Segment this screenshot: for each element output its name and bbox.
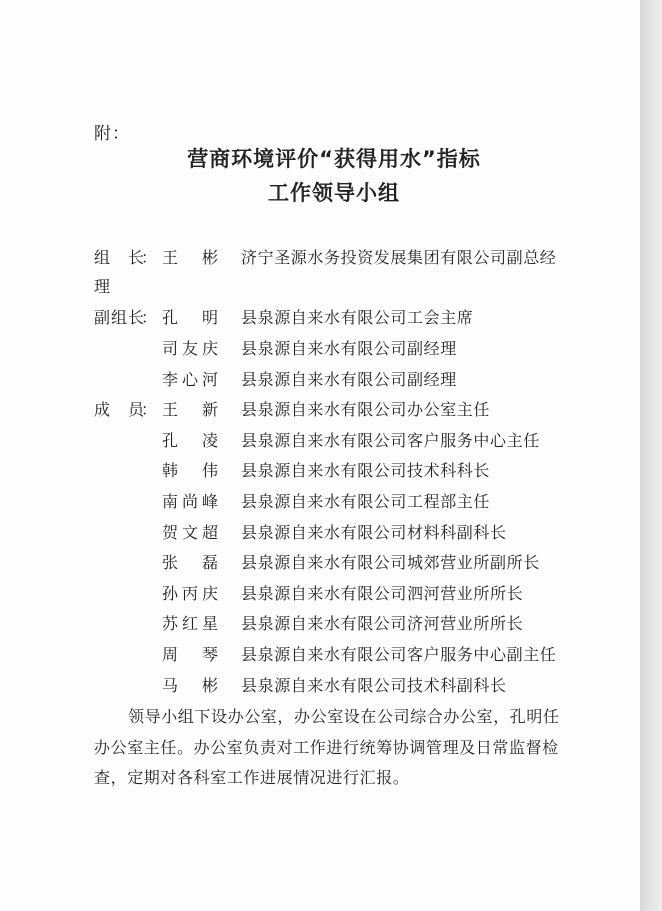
member-position: 县泉源自来水有限公司济河营业所所长 (241, 614, 524, 633)
deputy-role: 副组长 (94, 308, 146, 327)
document-title-line1: 营商环境评价“获得用水”指标 (187, 147, 481, 171)
deputy-position: 县泉源自来水有限公司工会主席 (241, 308, 474, 327)
member-name: 孙丙庆 (162, 584, 218, 603)
member-position: 县泉源自来水有限公司办公室主任 (241, 400, 491, 419)
member-position: 县泉源自来水有限公司材料科副科长 (241, 523, 507, 542)
member-position: 县泉源自来水有限公司泗河营业所所长 (241, 584, 524, 603)
leader-colon: ： (141, 248, 158, 267)
member-position: 县泉源自来水有限公司客户服务中心主任 (241, 431, 540, 450)
leader-role: 组 长 (94, 248, 146, 267)
member-position: 县泉源自来水有限公司技术科副科长 (241, 676, 507, 695)
deputy-name: 司友庆 (162, 339, 218, 358)
leader-position: 济宁圣源水务投资发展集团有限公司副总经 (241, 248, 557, 267)
member-position: 县泉源自来水有限公司城郊营业所副所长 (241, 553, 540, 572)
member-name: 王 新 (162, 400, 218, 419)
member-position: 县泉源自来水有限公司工程部主任 (241, 492, 491, 511)
office-note-line1: 领导小组下设办公室，办公室设在公司综合办公室，孔明任 (128, 707, 560, 726)
member-name: 马 彬 (162, 676, 218, 695)
member-name: 韩 伟 (162, 461, 218, 480)
member-position: 县泉源自来水有限公司客户服务中心副主任 (241, 645, 557, 664)
office-note-line3: 查，定期对各科室工作进展情况进行汇报。 (94, 768, 410, 787)
member-name: 张 磊 (162, 553, 218, 572)
member-name: 周 琴 (162, 645, 218, 664)
deputy-name: 孔 明 (162, 308, 218, 327)
deputy-name: 李心河 (162, 370, 218, 389)
member-colon: ： (141, 400, 158, 419)
leader-position-continued: 理 (94, 277, 111, 296)
member-name: 贺文超 (162, 523, 218, 542)
member-name: 孔 凌 (162, 431, 218, 450)
deputy-position: 县泉源自来水有限公司副经理 (241, 339, 457, 358)
office-note-line2: 办公室主任。办公室负责对工作进行统筹协调管理及日常监督检 (94, 738, 559, 757)
leader-name: 王 彬 (162, 248, 218, 267)
member-name: 南尚峰 (162, 492, 218, 511)
document-title-line2: 工作领导小组 (268, 181, 400, 205)
deputy-colon: ： (141, 308, 158, 327)
scan-edge (640, 0, 662, 911)
deputy-position: 县泉源自来水有限公司副经理 (241, 370, 457, 389)
annex-label: 附： (94, 124, 130, 144)
member-name: 苏红星 (162, 614, 218, 633)
member-role: 成 员 (94, 400, 146, 419)
member-position: 县泉源自来水有限公司技术科科长 (241, 461, 491, 480)
